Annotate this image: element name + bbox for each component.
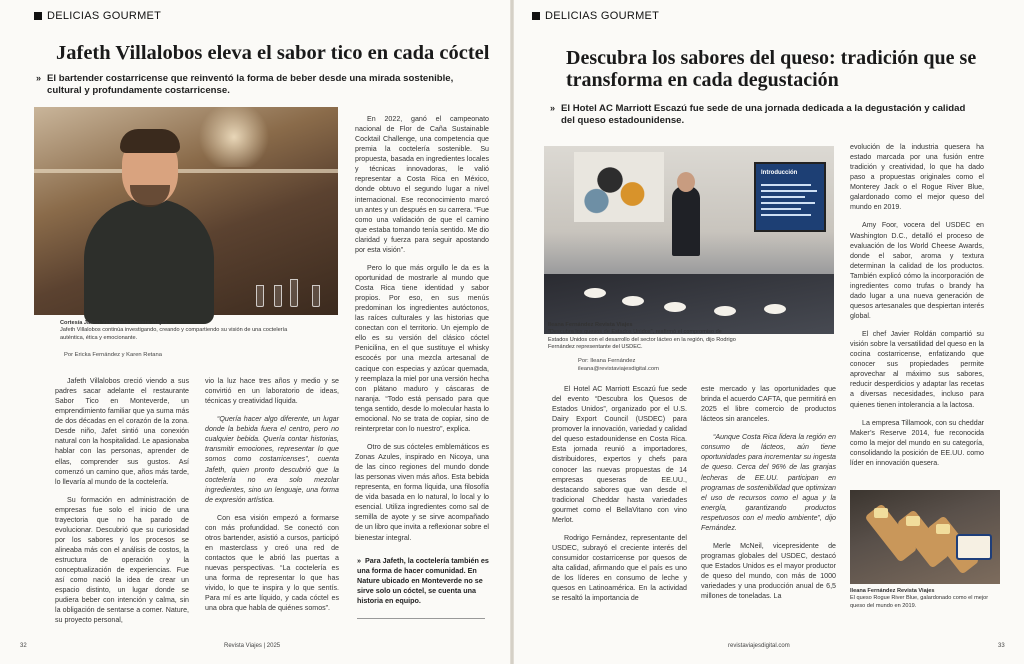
paragraph: El Hotel AC Marriott Escazú fue sede del evento “Descubra los Quesos de Estados Unidos”, organizado por el U.S. Dairy Export Council (USDEC) para promover la innovación, variedad y calidad del queso estadounidense en Costa Rica. Esta jornada reunió a importadores, distribuidores, expertos y chefs para conocer las nuevas propuestas de 14 empresas queseras de EE.UU., destacando sabores que van desde el tradicional Cheddar hasta variedades gourmet como el BellaVitano con vino Merlot.	[552, 385, 687, 524]
screen-title: Introducción	[761, 170, 798, 176]
paragraph: Amy Foor, vocera del USDEC en Washington D.C., detalló el proceso de evaluación de los World Cheese Awards, donde el sabor, aroma y textura determinan la calidad de los productos. También explicó cómo la incorporación de ingredientes como trufas o brandy ha dado lugar a una nueva generación de quesos artesanales que despiertan interés global.	[850, 221, 984, 320]
website-footer: revistaviajesdigital.com	[728, 643, 790, 649]
section-label	[34, 10, 161, 22]
caption-text: El queso Rogue River Blue, galardonado como el mejor queso del mundo en 2019.	[850, 595, 989, 609]
speaker-figure	[672, 186, 700, 256]
glass-icon	[274, 285, 282, 307]
article-headline: Jafeth Villalobos eleva el sabor tico en cada cóctel	[56, 42, 490, 64]
magazine-footer: Revista Viajes | 2025	[224, 643, 281, 649]
plate-icon	[622, 296, 644, 306]
screen-line	[761, 190, 817, 192]
screen-line	[761, 184, 811, 186]
column-2	[205, 376, 339, 616]
paragraph: Merle McNeil, vicepresidente de programas globales del USDEC, destacó que Estados Unidos es el mayor productor de queso del mundo, con más de 1000 variedades y una producción anual de 6,5 millones de toneladas. La	[701, 541, 836, 601]
glass-icon	[256, 285, 264, 307]
byline	[578, 358, 659, 373]
screen-line	[761, 208, 801, 210]
section-label	[532, 10, 659, 22]
photo-shelf	[34, 169, 338, 173]
presentation-screen	[754, 162, 826, 232]
paragraph: Su formación en administración de empresas fue solo el inicio de una trayectoria que no ha parado de evolucionar. Descubrió que su curiosidad por los sabores y los procesos se alineaba más con el análisis de costos, la estructura de operación y la conceptualización de experiencias. Fue así como nació la idea de crear un espacio distinto, un lugar donde se pudiera beber con intención y calma, sin la obligación de sentarse a comer. Nature, su proyecto personal,	[55, 495, 189, 625]
quote-paragraph: “Quería hacer algo diferente, un lugar donde la bebida fuera el centro, pero no cualquier bebida. Quería contar historias, transmitir emociones, representar lo que somos como costarricenses”, cuenta Jafeth, quien pronto descubrió que la coctelería no era solo mezclar ingredientes, sino un lenguaje, una forma de expresión artística.	[205, 415, 339, 504]
screen-line	[761, 202, 815, 204]
column-3	[850, 142, 984, 480]
cheese-photo	[850, 490, 1000, 584]
section-title: DELICIAS GOURMET	[47, 10, 162, 22]
glass-icon	[312, 285, 320, 307]
column-1	[55, 376, 189, 625]
screen-line	[761, 214, 811, 216]
photo-light	[194, 107, 274, 167]
plate-icon	[664, 302, 686, 312]
paragraph: Pero lo que más orgullo le da es la oportunidad de mostrarle al mundo que Costa Rica tiene identidad y sabor propios. Por eso, en sus menús predominan los ingredientes autóctonos, las raíces culturales y las historias que conectan con el territorio. Un ejemplo de ello es su versión del clásico cóctel Penicilina, en el que sustituye el whisky escocés por una mezcla artesanal de cacique con especias y azúcar quemada, y reemplaza la miel por una versión hecha con plátano maduro y cáscaras de naranja. “Todo está pensado para que tenga sentido, desde lo molecular hasta lo emocional. No se trata de copiar, sino de reinterpretar con lo nuestro”, explica.	[355, 263, 489, 433]
caption-title: Cortesía Jafeth Villalobos Revista Viajes	[60, 320, 168, 326]
left-page	[0, 0, 510, 664]
pull-quote	[357, 556, 489, 606]
paragraph: Rodrigo Fernández, representante del USDEC, subrayó el creciente interés del consumidor costarricense por quesos de alta calidad, afirmando que el país es uno de los líderes en consumo de leche y quesos en Latinoamérica. En la actividad se resaltó la importancia de	[552, 533, 687, 603]
subhead-chevron-icon: »	[550, 103, 556, 113]
paragraph: La empresa Tillamook, con su cheddar Maker’s Reserve 2014, fue reconocida como la mejor del mundo en su categoría, consolidando la posición de EE.UU. como líder en innovación quesera.	[850, 418, 984, 467]
column-3	[355, 114, 489, 554]
plate-icon	[764, 304, 786, 314]
cheese-caption	[850, 588, 1000, 610]
photo-caption	[60, 320, 300, 342]
article-subhead	[550, 103, 970, 127]
byline-email: ileana@revistaviajesdigital.com	[578, 365, 659, 372]
page-number: 32	[20, 643, 27, 649]
article-headline: Descubra los sabores del queso: tradición que se transforma en cada degustación	[566, 47, 977, 91]
subhead-text: El Hotel AC Marriott Escazú fue sede de una jornada dedicada a la degustación y calidad del queso estadounidense.	[561, 103, 966, 126]
pull-quote-text: Para Jafeth, la coctelería también es una forma de hacer comunidad. En Nature ubicado en Monteverde no se sirve solo un cóctel, se cuenta una historia en equipo.	[357, 556, 489, 606]
page-number: 33	[998, 643, 1005, 649]
column-2	[701, 384, 836, 616]
paragraph: Jafeth Villalobos creció viendo a sus padres sacar adelante el restaurante Sabor Tico en Monteverde, un emprendimiento familiar que ya suma más de dos décadas en el corazón de la zona. Desde niño, Jafet sintió una conexión natural con la hospitalidad. Le apasionaba hablar con las personas, aprender de ellas, comprender sus gustos. Así comenzó un camino que, años más tarde, lo llevaría al mundo de la coctelería.	[55, 377, 189, 486]
quote-rule	[357, 618, 485, 619]
bartender-figure	[84, 199, 214, 324]
caption-text: “Descubra los quesos de Estados Unidos”, reafirmó el compromiso de Estados Unidos con el desarrollo del sector lácteo en la región, dijo Rodrigo Fernández representante del USDEC.	[548, 329, 736, 350]
bartender-hair	[120, 129, 180, 153]
article-subhead	[36, 73, 456, 97]
conference-photo	[544, 146, 834, 318]
screen-line	[761, 196, 805, 198]
byline-name: Por: Ileana Fernández	[578, 358, 636, 364]
quote-chevron-icon: »	[357, 556, 361, 565]
photo-caption	[548, 322, 738, 351]
cheese-label	[956, 534, 992, 560]
section-title: DELICIAS GOURMET	[545, 10, 660, 22]
speaker-head	[677, 172, 695, 192]
plate-icon	[584, 288, 606, 298]
paragraph: Con esa visión empezó a formarse con más profundidad. Se conectó con otros bartender, asistió a cursos, participó en masterclass y creó una red de contactos que le abrió las puertas a nuevas perspectivas. “La coctelería es una forma de representar lo que has vivido, lo que te inspira y lo que sentís. Para mí es arte líquido, y cada cóctel es una obra que habla de quiénes somos”.	[205, 513, 339, 613]
section-square-icon	[34, 12, 42, 20]
paragraph: El chef Javier Roldán compartió su visión sobre la versatilidad del queso en la cocina costarricense, enfatizando que conocer sus propiedades permite aprovechar al máximo sus sabores, reducir desperdicios y adaptar las recetas a diversas necesidades, incluso para quienes tienen intolerancia a la lactosa.	[850, 330, 984, 409]
cheese-piece	[906, 516, 920, 526]
right-page	[514, 0, 1024, 664]
byline: Por Ericka Fernández y Karen Retana	[64, 352, 162, 358]
column-1	[552, 384, 687, 616]
quote-paragraph: “Aunque Costa Rica lidera la región en consumo de lácteos, aún tiene oportunidades para incrementar su ingesta de queso. Cerca del 96% de las granjas lecheras de EE.UU. participan en programas de sostenibilidad que optimizan el uso de recursos como el agua y la energía, garantizando productos respetuosos con el medio ambiente”, dijo Fernández.	[701, 433, 836, 532]
subhead-chevron-icon: »	[36, 73, 42, 83]
section-square-icon	[532, 12, 540, 20]
caption-text: Jafeth Villalobos continúa investigando, creando y compartiendo su visión de una coctelería auténtica, ética y emocionante.	[60, 327, 288, 341]
plate-icon	[714, 306, 736, 316]
glass-icon	[290, 279, 298, 307]
subhead-text: El bartender costarricense que reinventó la forma de beber desde una mirada sostenible, cultural y profundamente costarricense.	[47, 73, 454, 96]
caption-title: Ileana Fernández Revista Viajes	[850, 588, 935, 594]
cheese-piece	[936, 524, 950, 534]
bartender-photo	[34, 107, 338, 315]
cheese-piece	[874, 508, 888, 518]
caption-title: Ileana Fernández Revista Viajes	[548, 322, 633, 328]
wall-art	[574, 152, 664, 222]
paragraph: Otro de sus cócteles emblemáticos es Zonas Azules, inspirado en Nicoya, una de las cinco regiones del mundo donde las personas viven más años. Esta bebida representa, en forma líquida, una filosofía de vida basada en lo natural, lo local y lo esencial. Utiliza ingredientes como sal de semilla de ayote y se sirve acompañado de un libro que invita a reflexionar sobre el bienestar integral.	[355, 442, 489, 542]
paragraph: En 2022, ganó el campeonato nacional de Flor de Caña Sustainable Cocktail Challenge, una competencia que premia la coctelería sostenible. Su propuesta, basada en ingredientes locales y técnicas innovadoras, le valió representar a Costa Rica en México, donde obtuvo el segundo lugar a nivel internacional. Ese reconocimiento marcó un antes y un después en su carrera. “Fue como una validación de que el camino que estaba tomando tenía sentido. Me dio claridad y fuerza para seguir apostando por esta visión”.	[355, 115, 489, 254]
paragraph: evolución de la industria quesera ha estado marcada por una fusión entre tradición y creatividad, lo que ha dado paso a propuestas originales como el Monterey Jack o el Rogue River Blue, galardonado como el mejor queso del mundo en 2019.	[850, 143, 984, 212]
paragraph: vio la luz hace tres años y medio y se convirtió en un laboratorio de ideas, técnicas y creatividad líquida.	[205, 377, 339, 406]
paragraph: este mercado y las oportunidades que brinda el acuerdo CAFTA, que permitirá en 2025 el libre comercio de productos lácteos sin aranceles.	[701, 385, 836, 424]
